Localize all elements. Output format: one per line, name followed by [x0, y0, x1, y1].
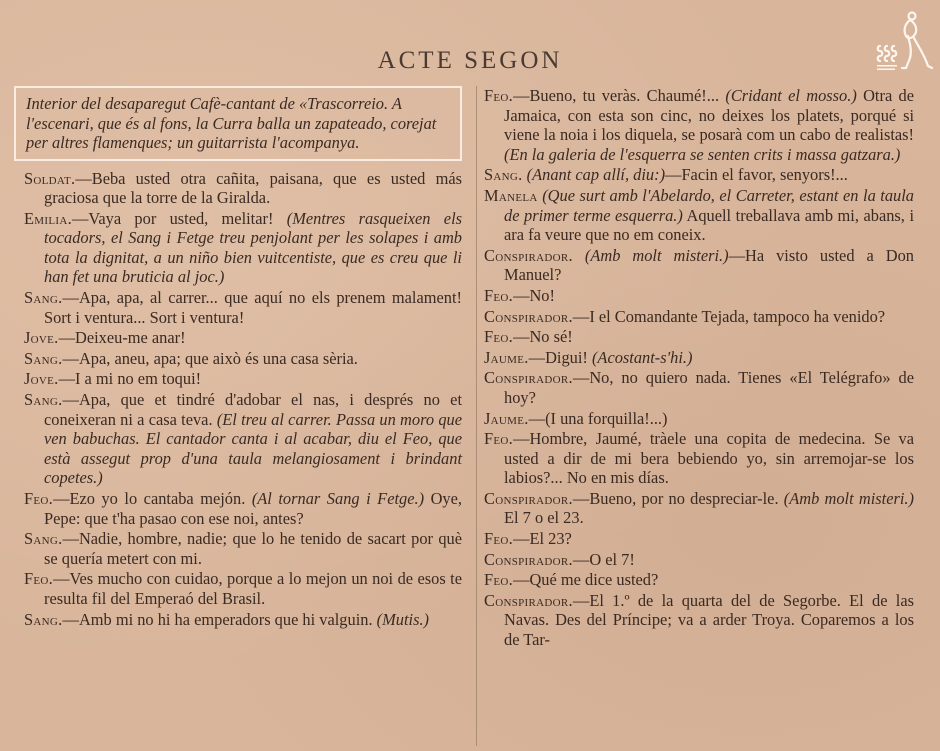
- dialogue-text: —No!: [513, 285, 555, 305]
- dialogue-text: —El 1.º de la quarta del de Segorbe. El de las Navas. Des del Príncipe; va a arder Troya. Coparemos a los de Tar-: [504, 590, 914, 650]
- speaker-name: Feo.: [484, 285, 514, 305]
- speech-line: [484, 529, 914, 549]
- dialogue-text: —Ves mucho con cuidao, porque a lo mejon un noi de esos te resulta fil del Emperaó del Brasil.: [44, 569, 462, 608]
- speech-line: [484, 409, 914, 429]
- speech-line: [24, 169, 462, 208]
- speaker-name: Feo.: [484, 429, 514, 449]
- dialogue-text: —Beba usted otra cañita, paisana, que es usted más graciosa que la torre de la Giralda.: [44, 168, 462, 208]
- speech-line: [24, 328, 462, 348]
- speech-line: [24, 349, 462, 369]
- speaker-name: Jove.: [24, 369, 59, 389]
- speech-line: [24, 369, 462, 389]
- speech-line: [484, 307, 914, 327]
- speaker-name: Soldat.: [24, 168, 76, 188]
- speaker-name: Manela: [484, 185, 538, 205]
- dialogue-text: —Apa, que et tindré d'adobar el nas, i després no et coneixeran ni a casa teva.: [44, 390, 462, 429]
- speech-line: [24, 288, 462, 327]
- speech-line: [24, 569, 462, 608]
- stage-direction-text: Interior del desaparegut Cafè-cantant de «Trascorreio. A l'escenari, que és al fons, la Curra balla un zapateado, corejat per altres flamenques; un guitarrista l'acompanya.: [26, 94, 437, 152]
- column-rule: [476, 86, 477, 746]
- speech-line: [24, 529, 462, 568]
- stage-direction-inline: (Amb molt misteri.): [584, 245, 729, 265]
- speech-line: [484, 186, 914, 245]
- stage-direction-inline: (Amb molt misteri.): [783, 488, 914, 508]
- speech-line: [484, 327, 914, 347]
- speaker-name: Jaume.: [484, 347, 529, 367]
- page-title: ACTE SEGON: [377, 46, 563, 74]
- speaker-name: Jaume.: [484, 408, 529, 428]
- speaker-name: Feo.: [484, 529, 514, 549]
- dialogue-text: —Deixeu-me anar!: [58, 328, 186, 348]
- speech-line: [484, 368, 914, 407]
- speaker-name: Feo.: [24, 569, 54, 589]
- speaker-name: Conspirador.: [484, 590, 573, 610]
- speaker-name: Sang.: [24, 390, 63, 410]
- speaker-name: Jove.: [24, 328, 59, 348]
- stage-direction-inline: (Al tornar Sang i Fetge.): [251, 489, 425, 508]
- dialogue-text: —Amb mi no hi ha emperadors que hi valguin.: [62, 609, 377, 629]
- dialogue-text: —El 23?: [513, 529, 572, 549]
- left-column: [24, 86, 462, 630]
- speech-line: [484, 246, 914, 285]
- speech-line: [484, 86, 914, 164]
- dialogue-text: —Facin el favor, senyors!...: [665, 165, 848, 185]
- dialogue-text: —I a mi no em toqui!: [58, 369, 202, 389]
- speaker-name: Sang.: [24, 609, 63, 629]
- dialogue-text: —O el 7!: [572, 549, 635, 569]
- dialogue-text: —(I una forquilla!...): [528, 408, 668, 428]
- dialogue-text: —Bueno, por no despreciar-le.: [572, 488, 784, 508]
- speech-line: [484, 550, 914, 570]
- flamenco-dancer-logo-icon: [872, 10, 934, 72]
- stage-direction-inline: (El treu al carrer. Passa un moro que ven babuchas. El cantador canta i al acabar, diu el Feo, que està assegut prop d'una taula melangiosament i brindant copetes.): [44, 409, 462, 488]
- right-speech-list: [484, 86, 914, 650]
- speech-line: [484, 489, 914, 528]
- dialogue-text: —Qué me dice usted?: [513, 570, 659, 590]
- stage-direction-box: [14, 86, 462, 161]
- speaker-name: Conspirador.: [484, 488, 573, 508]
- speech-line: [484, 429, 914, 488]
- speech-line: [484, 570, 914, 590]
- dialogue-text: —Digui!: [528, 347, 592, 367]
- stage-direction-inline: (Mutis.): [376, 609, 430, 629]
- speech-line: [484, 348, 914, 368]
- speech-line: [24, 390, 462, 488]
- dialogue-text: Otra de Jamaica, con esta son cinc, no deixes los platets, porqué si viene la noia i los diquela, se posarà com un cabo de realistas!: [504, 86, 914, 145]
- dialogue-text: —Apa, aneu, apa; que això és una casa sèria.: [62, 348, 358, 368]
- left-speech-list: [24, 169, 462, 630]
- speech-line: [484, 165, 914, 185]
- dialogue-text: El 7 o el 23.: [504, 508, 584, 528]
- speaker-name: Emilia.: [24, 208, 72, 228]
- speech-line: [24, 489, 462, 528]
- speech-line: [24, 209, 462, 287]
- dialogue-text: —Vaya por usted, melitar!: [71, 208, 287, 228]
- dialogue-text: —Bueno, tu veràs. Chaumé!...: [513, 86, 726, 105]
- dialogue-text: [573, 246, 585, 265]
- dialogue-text: —No, no quiero nada. Tienes «El Telégrafo» de hoy?: [504, 368, 914, 407]
- speaker-name: Conspirador.: [484, 306, 573, 326]
- speaker-name: Feo.: [24, 489, 54, 508]
- speaker-name: Sang.: [24, 348, 63, 368]
- speaker-name: Conspirador.: [484, 245, 573, 265]
- speech-line: [24, 610, 462, 630]
- dialogue-text: Oye, Pepe: que t'ha pasao con ese noi, antes?: [44, 489, 462, 528]
- dialogue-text: —Ezo yo lo cantaba mejón.: [53, 489, 252, 508]
- dialogue-text: —I el Comandante Tejada, tampoco ha venido?: [572, 306, 886, 326]
- speech-line: [484, 591, 914, 650]
- dialogue-text: —Ha visto usted a Don Manuel?: [504, 245, 914, 285]
- speaker-name: Feo.: [484, 570, 514, 590]
- stage-direction-inline: (Cridant el mosso.): [725, 86, 857, 105]
- dialogue-text: —Hombre, Jaumé, tràele una copita de medecina. Se va usted a dir de mi bera bebiendo yo, sin arremojar-se los labios?... No en mis días.: [504, 429, 914, 488]
- speech-line: [484, 286, 914, 306]
- speaker-name: Feo.: [484, 327, 514, 347]
- speaker-name: Sang.: [484, 165, 523, 185]
- dialogue-text: —No sé!: [513, 327, 573, 347]
- right-column: [484, 86, 914, 651]
- dialogue-text: —Apa, apa, al carrer... que aquí no els prenem malament! Sort i ventura... Sort i ventura!: [44, 288, 462, 327]
- stage-direction-inline: (Anant cap allí, diu:): [526, 165, 666, 185]
- dialogue-text: —Nadie, hombre, nadie; que lo he tenido de sacart por què se quería metert con mi.: [44, 529, 462, 568]
- speaker-name: Feo.: [484, 86, 514, 105]
- stage-direction-inline: (En la galeria de l'esquerra se senten crits i massa gatzara.): [504, 144, 901, 164]
- stage-direction-inline: (Que surt amb l'Abelardo, el Carreter, estant en la taula de primer terme esquerra.): [504, 185, 914, 225]
- speaker-name: Sang.: [24, 529, 63, 549]
- speaker-name: Conspirador.: [484, 549, 573, 569]
- stage-direction-inline: (Mentres rasqueixen els tocadors, el Sang i Fetge treu penjolant per les solapes i amb tota la dignitat, a un niño bien vuitcentiste, que es creu que li han fet una bruticia al joc.): [44, 208, 462, 287]
- speaker-name: Sang.: [24, 288, 63, 308]
- dialogue-text: Aquell treballava amb mi, abans, i ara fa veure que no em coneix.: [504, 205, 914, 245]
- speaker-name: Conspirador.: [484, 368, 573, 388]
- stage-direction-inline: (Acostant-s'hi.): [591, 347, 693, 367]
